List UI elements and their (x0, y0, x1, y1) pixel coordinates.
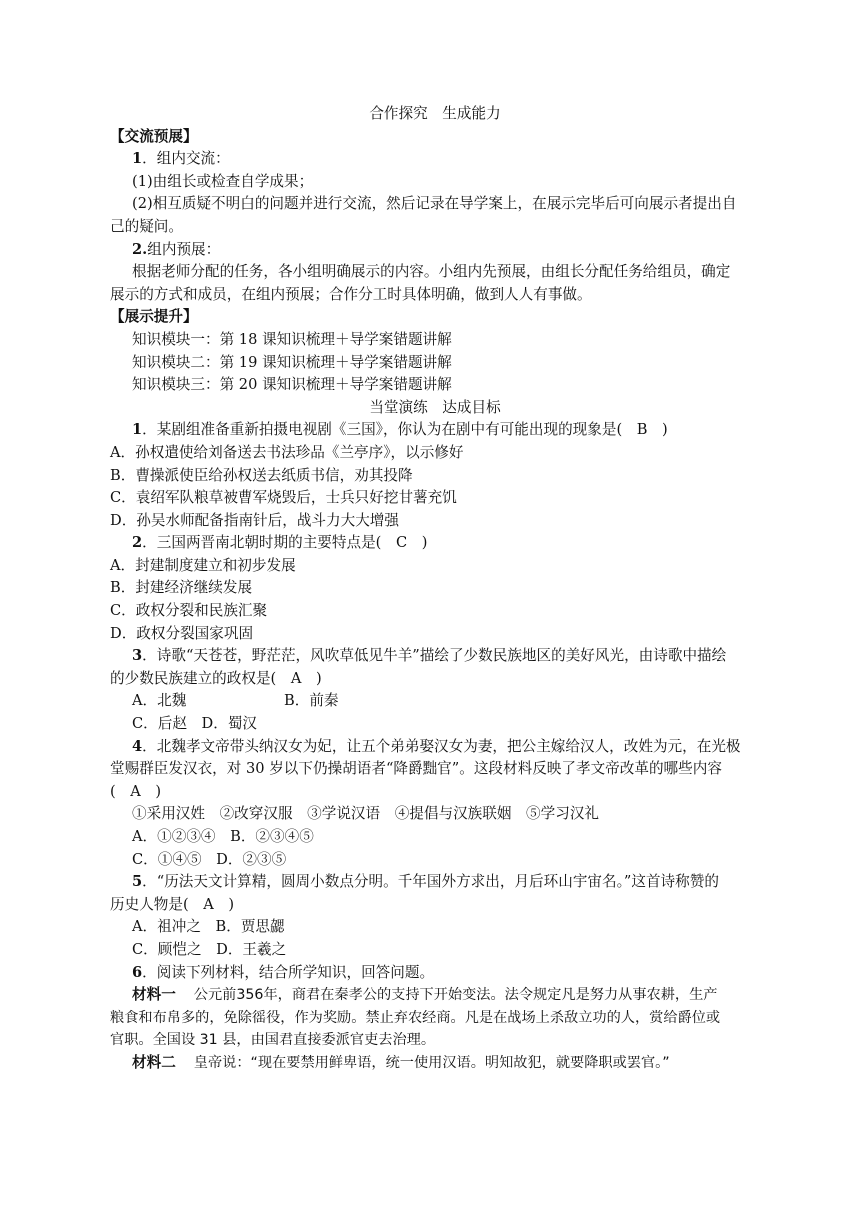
question-text: ．“历法天文计算精，圆周小数点分明。千年国外方求出，月后环山宇宙名。”这首诗称赞的 (142, 873, 719, 891)
question-4-options-ab: A．①②③④ B．②③④⑤ (132, 828, 314, 845)
question-6-stem (110, 962, 760, 985)
exchange-item-1 (110, 148, 760, 171)
question-5-options-cd: C．顾恺之 D．王羲之 (132, 940, 287, 958)
section-title-practice: 当堂演练 达成目标 (369, 398, 501, 416)
question-4-items: ①采用汉姓 ②改穿汉服 ③学说汉语 ④提倡与汉族联姻 ⑤学习汉礼 (132, 805, 600, 823)
question-1-option-d: D．孙吴水师配备指南针后，战斗力大大增强 (110, 511, 399, 529)
question-5-stem-line2: 历史人物是( A ) (110, 895, 235, 913)
knowledge-module-3: 知识模块三：第 20 课知识梳理＋导学案错题讲解 (132, 376, 452, 394)
question-3-option-a: A．北魏 (132, 692, 187, 710)
material-2-label: 材料二 (132, 1053, 176, 1071)
question-2-option-d: D．政权分裂国家巩固 (110, 624, 254, 642)
question-1-stem (110, 419, 760, 442)
document-body (110, 103, 760, 1075)
exchange-item-1a: (1)由组长或检查自学成果； (132, 172, 314, 190)
display-heading: 【展示提升】 (110, 308, 198, 326)
question-text: ．诗歌“天苍苍，野茫茫，风吹草低见牛羊”描绘了少数民族地区的美好风光，由诗歌中描绘 (142, 647, 727, 665)
question-2-option-a: A．封建制度建立和初步发展 (110, 556, 296, 574)
question-text: ．某剧组准备重新拍摄电视剧《三国》，你认为在剧中有可能出现的现象是( B ) (142, 421, 668, 439)
exchange-item-1b-line1: (2)相互质疑不明白的问题并进行交流，然后记录在导学案上，在展示完毕后可向展示者提出自 (132, 195, 737, 213)
question-1-option-a: A．孙权遣使给刘备送去书法珍品《兰亭序》，以示修好 (110, 443, 464, 461)
item-text: 组内预展： (147, 240, 221, 258)
exchange-item-2-line2: 展示的方式和成员，在组内预展；合作分工时具体明确，做到人人有事做。 (110, 285, 592, 303)
question-3-options-ab (110, 690, 760, 713)
material-1-line2: 粮食和布帛多的，免除徭役，作为奖励。禁止弃农经商。凡是在战场上杀敌立功的人，赏给爵位或 (110, 1009, 721, 1026)
knowledge-module-2: 知识模块二：第 19 课知识梳理＋导学案错题讲解 (132, 353, 452, 371)
question-2-option-b: B．封建经济继续发展 (110, 579, 253, 597)
question-3-stem-line1 (110, 645, 760, 668)
question-5-options-ab: A．祖冲之 B．贾思勰 (132, 918, 285, 936)
exchange-item-1b-line2: 己的疑问。 (110, 217, 183, 235)
section-title-cooperation: 合作探究 生成能力 (369, 105, 501, 122)
material-1-label: 材料一 (132, 986, 176, 1004)
question-text: ．阅读下列材料，结合所学知识，回答问题。 (142, 963, 435, 981)
question-text: ．北魏孝文帝带头纳汉女为妃，让五个弟弟娶汉女为妻，把公主嫁给汉人，改姓为元，在光极 (142, 737, 741, 755)
question-4-stem-line1 (110, 736, 760, 759)
item-number: 1 (132, 150, 143, 168)
material-2 (110, 1052, 760, 1075)
question-4-stem-line2: 堂赐群臣发汉衣，对 30 岁以下仍操胡语者“降爵黜官”。这段材料反映了孝文帝改革的哪些内容 (110, 760, 722, 778)
material-1-line3: 官职。全国设 31 县，由国君直接委派官吏去治理。 (110, 1032, 436, 1049)
question-1-option-b: B．曹操派使臣给孙权送去纸质书信，劝其投降 (110, 466, 413, 484)
question-number: 5 (132, 873, 143, 891)
exchange-heading: 【交流预展】 (110, 127, 198, 145)
question-3-option-b: B．前秦 (284, 692, 339, 710)
item-text: ．组内交流： (142, 150, 230, 168)
question-2-stem (110, 532, 760, 555)
question-1-option-c: C．袁绍军队粮草被曹军烧毁后，士兵只好挖甘薯充饥 (110, 489, 457, 507)
question-3-stem-line2: 的少数民族建立的政权是( A ) (110, 669, 322, 687)
material-1-line1 (110, 984, 760, 1007)
question-3-options-cd: C．后赵 D．蜀汉 (132, 715, 258, 733)
question-5-stem-line1 (110, 871, 760, 894)
exchange-item-2-line1: 根据老师分配的任务，各小组明确展示的内容。小组内先预展，由组长分配任务给组员，确定 (132, 263, 731, 281)
question-number: 6 (132, 963, 143, 981)
material-1-text: 公元前356年，商君在秦孝公的支持下开始变法。法令规定凡是努力从事农耕，生产 (193, 987, 718, 1004)
exchange-item-2 (110, 239, 760, 262)
question-2-option-c: C．政权分裂和民族汇聚 (110, 602, 268, 620)
question-number: 2 (132, 534, 143, 552)
question-number: 3 (132, 647, 143, 665)
knowledge-module-1: 知识模块一：第 18 课知识梳理＋导学案错题讲解 (132, 330, 452, 348)
question-number: 1 (132, 421, 143, 439)
question-number: 4 (132, 737, 143, 755)
material-2-text: 皇帝说：“现在要禁用鲜卑语，统一使用汉语。明知故犯，就要降职或罢官。” (193, 1054, 670, 1071)
item-number: 2. (132, 240, 148, 258)
question-4-stem-line3: ( A ) (110, 782, 162, 800)
question-text: ．三国两晋南北朝时期的主要特点是( C ) (142, 534, 428, 552)
question-4-options-cd: C．①④⑤ D．②③⑤ (132, 850, 287, 868)
